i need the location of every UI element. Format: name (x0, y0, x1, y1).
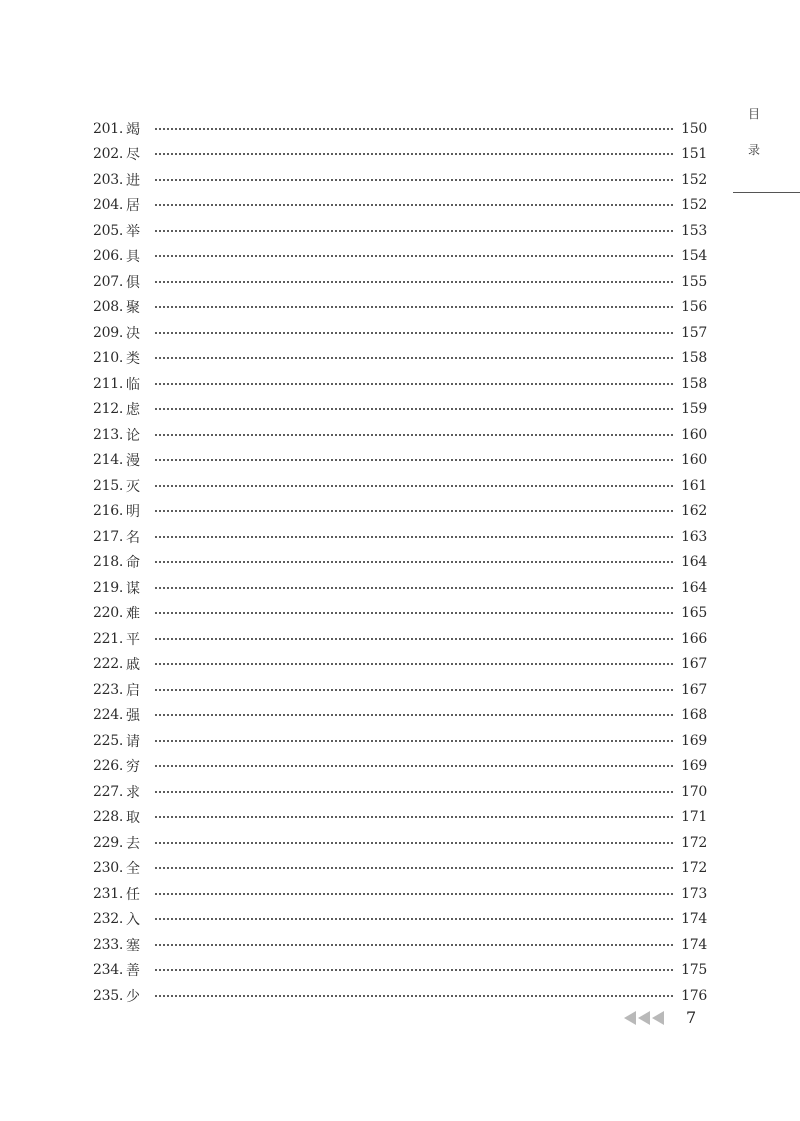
toc-entry-page: 152 (681, 197, 707, 214)
dot-leader (154, 663, 675, 665)
toc-entry-title: 任 (126, 886, 140, 903)
toc-entry-number: 227. (93, 783, 123, 800)
toc-entry-number: 216. (93, 503, 123, 520)
toc-entry-title: 具 (126, 249, 140, 266)
toc-entry-page: 163 (681, 528, 707, 545)
page-footer (624, 1008, 696, 1027)
toc-entry-title: 去 (126, 835, 140, 852)
toc-entry-page: 160 (681, 452, 707, 469)
toc-entry-page: 170 (681, 783, 707, 800)
toc-entry[interactable] (93, 499, 707, 525)
toc-entry-title: 灭 (126, 478, 140, 495)
toc-entry-number: 217. (93, 528, 123, 545)
dot-leader (154, 816, 675, 818)
toc-entry-page: 162 (681, 503, 707, 520)
left-arrow-icon (624, 1011, 636, 1025)
toc-entry-title: 尽 (126, 147, 140, 164)
toc-entry-title: 全 (126, 861, 140, 878)
toc-entry-number: 231. (93, 885, 123, 902)
toc-entry-title: 塞 (126, 937, 140, 954)
dot-leader (154, 765, 675, 767)
toc-entry-number: 207. (93, 273, 123, 290)
toc-entry-number: 232. (93, 911, 123, 928)
toc-entry-title: 善 (126, 963, 140, 980)
toc-entry-page: 164 (681, 554, 707, 571)
toc-entry-number: 228. (93, 809, 123, 826)
toc-entry[interactable] (93, 295, 707, 321)
section-label-char-2: 录 (747, 143, 760, 157)
toc-entry-title: 穷 (126, 759, 140, 776)
toc-entry-page: 159 (681, 401, 707, 418)
toc-entry[interactable] (93, 116, 707, 142)
toc-entry[interactable] (93, 167, 707, 193)
toc-entry-title: 强 (126, 708, 140, 725)
toc-entry-number: 205. (93, 222, 123, 239)
toc-entry-page: 167 (681, 656, 707, 673)
toc-entry-number: 212. (93, 401, 123, 418)
section-label (739, 96, 769, 168)
toc-entry-page: 174 (681, 936, 707, 953)
toc-entry[interactable] (93, 805, 707, 831)
toc-entry[interactable] (93, 652, 707, 678)
dot-leader (154, 434, 675, 436)
dot-leader (154, 179, 675, 181)
toc-entry-number: 215. (93, 477, 123, 494)
toc-entry-page: 166 (681, 630, 707, 647)
toc-entry-title: 聚 (126, 300, 140, 317)
dot-leader (154, 230, 675, 232)
toc-entry-number: 230. (93, 860, 123, 877)
toc-entry-number: 221. (93, 630, 123, 647)
toc-entry[interactable] (93, 550, 707, 576)
toc-entry-page: 165 (681, 605, 707, 622)
dot-leader (154, 510, 675, 512)
dot-leader (154, 255, 675, 257)
toc-entry[interactable] (93, 422, 707, 448)
page-number: 7 (686, 1008, 697, 1027)
toc-entry-title: 临 (126, 376, 140, 393)
toc-entry-title: 类 (126, 351, 140, 368)
toc-entry-number: 206. (93, 248, 123, 265)
dot-leader (154, 153, 675, 155)
dot-leader (154, 408, 675, 410)
toc-entry[interactable] (93, 830, 707, 856)
dot-leader (154, 714, 675, 716)
toc-entry-number: 223. (93, 681, 123, 698)
toc-entry-number: 219. (93, 579, 123, 596)
toc-entry[interactable] (93, 932, 707, 958)
toc-entry[interactable] (93, 601, 707, 627)
toc-entry-title: 谋 (126, 580, 140, 597)
left-arrow-icon (638, 1011, 650, 1025)
toc-entry[interactable] (93, 575, 707, 601)
dot-leader (154, 969, 675, 971)
toc-entry-number: 209. (93, 324, 123, 341)
toc-entry[interactable] (93, 779, 707, 805)
dot-leader (154, 995, 675, 997)
toc-entry-page: 176 (681, 987, 707, 1004)
toc-entry[interactable] (93, 983, 707, 1009)
toc-entry-title: 论 (126, 427, 140, 444)
toc-entry-title: 难 (126, 606, 140, 623)
dot-leader (154, 306, 675, 308)
toc-entry-page: 164 (681, 579, 707, 596)
dot-leader (154, 332, 675, 334)
toc-entry-number: 204. (93, 197, 123, 214)
toc-entry-title: 举 (126, 223, 140, 240)
toc-entry-number: 235. (93, 987, 123, 1004)
toc-entry[interactable] (93, 397, 707, 423)
toc-entry-page: 157 (681, 324, 707, 341)
toc-entry-title: 求 (126, 784, 140, 801)
toc-entry-page: 173 (681, 885, 707, 902)
toc-entry[interactable] (93, 524, 707, 550)
toc-entry-page: 158 (681, 350, 707, 367)
toc-entry-title: 启 (126, 682, 140, 699)
section-label-char-1: 目 (747, 107, 760, 121)
toc-entry-title: 戚 (126, 657, 140, 674)
toc-entry-title: 俱 (126, 274, 140, 291)
toc-entry[interactable] (93, 320, 707, 346)
toc-entry-page: 167 (681, 681, 707, 698)
toc-entry-page: 151 (681, 146, 707, 163)
toc-entry[interactable] (93, 626, 707, 652)
dot-leader (154, 842, 675, 844)
dot-leader (154, 459, 675, 461)
toc-entry-number: 222. (93, 656, 123, 673)
toc-entry-page: 154 (681, 248, 707, 265)
toc-entry[interactable] (93, 193, 707, 219)
toc-entry-title: 入 (126, 912, 140, 929)
toc-entry-number: 233. (93, 936, 123, 953)
dot-leader (154, 893, 675, 895)
toc-entry-number: 218. (93, 554, 123, 571)
toc-entry-page: 169 (681, 758, 707, 775)
dot-leader (154, 485, 675, 487)
toc-entry-page: 150 (681, 120, 707, 137)
toc-entry-number: 213. (93, 426, 123, 443)
toc-entry[interactable] (93, 907, 707, 933)
toc-entry-number: 225. (93, 732, 123, 749)
toc-entry-title: 虑 (126, 402, 140, 419)
dot-leader (154, 638, 675, 640)
toc-entry-page: 160 (681, 426, 707, 443)
toc-entry[interactable] (93, 473, 707, 499)
toc-entry-number: 224. (93, 707, 123, 724)
dot-leader (154, 204, 675, 206)
toc-entry-number: 211. (93, 375, 123, 392)
toc-entry-page: 161 (681, 477, 707, 494)
toc-entry-title: 居 (126, 198, 140, 215)
dot-leader (154, 587, 675, 589)
toc-entry[interactable] (93, 142, 707, 168)
toc-entry-title: 取 (126, 810, 140, 827)
toc-entry-number: 220. (93, 605, 123, 622)
toc-entry-page: 155 (681, 273, 707, 290)
toc-entry-number: 203. (93, 171, 123, 188)
toc-entry[interactable] (93, 218, 707, 244)
toc-entry[interactable] (93, 244, 707, 270)
toc-entry-number: 234. (93, 962, 123, 979)
dot-leader (154, 944, 675, 946)
toc-entry-page: 153 (681, 222, 707, 239)
toc-entry-number: 202. (93, 146, 123, 163)
toc-entry-number: 210. (93, 350, 123, 367)
toc-entry-page: 175 (681, 962, 707, 979)
toc-entry-title: 平 (126, 631, 140, 648)
section-divider (733, 192, 800, 193)
dot-leader (154, 791, 675, 793)
toc-entry[interactable] (93, 958, 707, 984)
toc-entry-number: 201. (93, 120, 123, 137)
dot-leader (154, 740, 675, 742)
toc-entry-title: 进 (126, 172, 140, 189)
dot-leader (154, 281, 675, 283)
triple-left-arrow-icon (624, 1011, 664, 1025)
left-arrow-icon (652, 1011, 664, 1025)
dot-leader (154, 612, 675, 614)
toc-entry[interactable] (93, 269, 707, 295)
toc-entry-number: 208. (93, 299, 123, 316)
toc-entry-number: 214. (93, 452, 123, 469)
toc-entry-title: 决 (126, 325, 140, 342)
toc-entry-title: 命 (126, 555, 140, 572)
toc-entry[interactable] (93, 371, 707, 397)
toc-entry-page: 169 (681, 732, 707, 749)
toc-entry-page: 174 (681, 911, 707, 928)
dot-leader (154, 383, 675, 385)
toc-entry-title: 漫 (126, 453, 140, 470)
dot-leader (154, 867, 675, 869)
toc-entry-page: 172 (681, 834, 707, 851)
toc-entry-title: 竭 (126, 121, 140, 138)
toc-entry[interactable] (93, 754, 707, 780)
toc-entry-page: 158 (681, 375, 707, 392)
table-of-contents (93, 116, 707, 1009)
dot-leader (154, 128, 675, 130)
toc-entry[interactable] (93, 856, 707, 882)
toc-entry-title: 请 (126, 733, 140, 750)
toc-entry[interactable] (93, 448, 707, 474)
dot-leader (154, 561, 675, 563)
toc-entry-number: 226. (93, 758, 123, 775)
toc-entry-page: 171 (681, 809, 707, 826)
dot-leader (154, 918, 675, 920)
toc-entry-page: 152 (681, 171, 707, 188)
toc-entry-page: 172 (681, 860, 707, 877)
toc-entry[interactable] (93, 728, 707, 754)
toc-entry-page: 156 (681, 299, 707, 316)
dot-leader (154, 357, 675, 359)
toc-entry-page: 168 (681, 707, 707, 724)
toc-entry[interactable] (93, 677, 707, 703)
toc-entry-title: 少 (126, 988, 140, 1005)
dot-leader (154, 689, 675, 691)
toc-entry-title: 名 (126, 529, 140, 546)
toc-entry-number: 229. (93, 834, 123, 851)
dot-leader (154, 536, 675, 538)
toc-entry-title: 明 (126, 504, 140, 521)
toc-entry[interactable] (93, 346, 707, 372)
toc-entry[interactable] (93, 881, 707, 907)
toc-entry[interactable] (93, 703, 707, 729)
